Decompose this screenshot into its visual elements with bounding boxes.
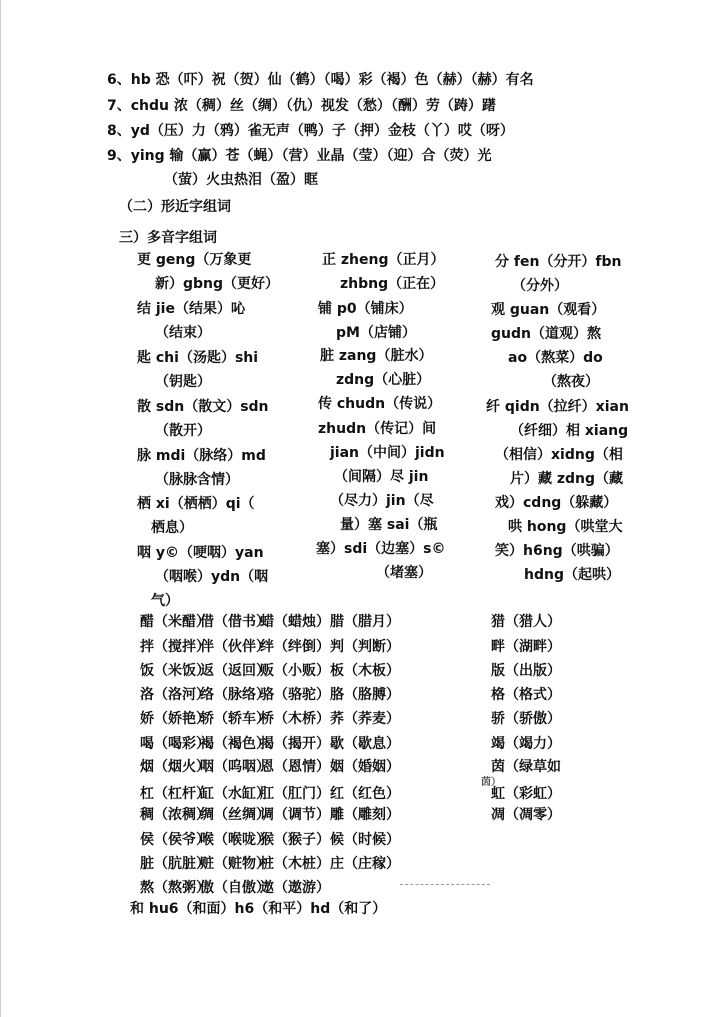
duoyin-col2-line: zdng（心脏） <box>336 372 431 388</box>
xingjin-cell: 借（借书） <box>200 614 270 630</box>
xingjin-cell: 猴（猴子） <box>260 832 330 848</box>
xingjin-cell: 畔（湖畔） <box>491 639 561 655</box>
xingjin-cell: 洛（洛河） <box>140 687 210 703</box>
duoyin-col3-line: （纤细）相 xiang <box>510 423 629 439</box>
xingjin-cell: 绸（丝绸） <box>200 807 270 823</box>
xingjin-cell: 喉（喉咙） <box>200 832 270 848</box>
xingjin-cell: 稠（浓稠） <box>140 807 210 823</box>
duoyin-col2-line: （尽力）jin（尽 <box>330 493 434 509</box>
xingjin-cell: 虹（彩虹） <box>491 786 561 802</box>
xingjin-cell: 喝（喝彩） <box>140 736 210 752</box>
duoyin-col3-line: gudn（道观）熬 <box>491 326 601 342</box>
xingjin-cell: 歇（歇息） <box>330 736 400 752</box>
xingjin-cell: 判（判断） <box>330 639 400 655</box>
duoyin-col2-line: zhudn（传记）间 <box>318 421 437 437</box>
xingjin-cell: 猎（猎人） <box>491 614 561 630</box>
xingjin-cell: 轿（轿车） <box>200 711 270 727</box>
xingjin-cell: 咽（呜咽） <box>200 759 270 775</box>
duoyin-col2-line: （堵塞） <box>376 565 432 581</box>
duoyin-col3-line: ao（熬菜）do <box>508 350 603 366</box>
xingjin-cell: 红（红色） <box>330 786 400 802</box>
xingjin-cell: 板（木板） <box>330 663 400 679</box>
duoyin-col3-line: 分 fen（分开）fbn <box>495 254 622 270</box>
xingjin-cell: 侯（侯爷） <box>140 832 210 848</box>
duoyin-col1-line: （脉脉含情） <box>155 472 239 488</box>
xingjin-cell: 烟（烟火） <box>140 759 210 775</box>
xingjin-cell: 绊（绊倒） <box>260 639 330 655</box>
xingjin-cell: 褐（褐色） <box>200 736 270 752</box>
footer-line: 和 hu6（和面）h6（和平）hd（和了） <box>130 901 387 917</box>
duoyin-col3-line: 哄 hong（哄堂大 <box>508 519 623 535</box>
duoyin-col2-line: 量）塞 sai（瓶 <box>340 517 438 533</box>
xingjin-cell: 蜡（蜡烛） <box>260 614 330 630</box>
duoyin-col1-line: （钥匙） <box>155 374 211 390</box>
duoyin-col3-line: （相信）xidng（相 <box>495 447 623 463</box>
xingjin-cell: 凋（凋零） <box>491 807 561 823</box>
duoyin-col3-line: （熬夜） <box>543 374 599 390</box>
duoyin-col1-line: 结 jie（结果）吣 <box>137 301 245 317</box>
xingjin-cell: 腊（腊月） <box>330 614 400 630</box>
page-left-border <box>0 0 1 1017</box>
xingjin-cell: 调（调节） <box>260 807 330 823</box>
duoyin-col2-line: 正 zheng（正月） <box>322 252 445 268</box>
xingjin-cell: 桥（木桥） <box>260 711 330 727</box>
header-line-9: 9、ying 输（赢）苍（蝇）（营）业晶（莹）（迎）合（荧）光 <box>107 148 492 164</box>
duoyin-col1-line: （结束） <box>155 325 211 341</box>
duoyin-col2-line: pM（店铺） <box>336 325 416 341</box>
duoyin-col1-line: （散开） <box>155 423 211 439</box>
xingjin-cell: 雕（雕刻） <box>330 807 400 823</box>
duoyin-col1-line: 气） <box>151 593 179 609</box>
xingjin-cell: 杠（杠杆） <box>140 786 210 802</box>
xingjin-cell: 伴（伙伴） <box>200 639 270 655</box>
xingjin-cell: 竭（竭力） <box>491 736 561 752</box>
duoyin-col2-line: jian（中间）jidn <box>330 445 445 461</box>
duoyin-col1-line: 新）gbng（更好） <box>155 276 280 292</box>
duoyin-col2-line: 铺 p0（铺床） <box>318 301 413 317</box>
xingjin-cell: 醋（米醋） <box>140 614 210 630</box>
duoyin-col1-line: 更 geng（万象更 <box>137 252 252 268</box>
duoyin-col1-line: 散 sdn（散文）sdn <box>137 399 269 415</box>
xingjin-cell: 荞（荞麦） <box>330 711 400 727</box>
xingjin-cell: 胳（胳膊） <box>330 687 400 703</box>
xingjin-cell: 骆（骆驼） <box>260 687 330 703</box>
duoyin-col2-line: 脏 zang（脏水） <box>320 348 433 364</box>
section-title-xingjin: （二）形近字组词 <box>119 199 231 215</box>
xingjin-cell: 揭（揭开） <box>260 736 330 752</box>
xingjin-cell: 姻（婚姻） <box>330 759 400 775</box>
xingjin-cell: 恩（恩情） <box>260 759 330 775</box>
stray-mark <box>400 884 490 889</box>
xingjin-cell: 版（出版） <box>491 663 561 679</box>
xingjin-cell: 络（脉络） <box>200 687 270 703</box>
duoyin-col2-line: zhbng（正在） <box>340 276 445 292</box>
xingjin-cell: 娇（娇艳） <box>140 711 210 727</box>
xingjin-cell: 熬（熬粥） <box>140 880 210 896</box>
xingjin-cell: 赃（赃物） <box>200 856 270 872</box>
yin-fragment: 茵） <box>481 777 501 788</box>
xingjin-cell: 骄（骄傲） <box>491 711 561 727</box>
duoyin-col1-line: 咽 y©（哽咽）yan <box>137 545 264 561</box>
xingjin-cell: 缸（水缸） <box>200 786 270 802</box>
duoyin-col1-line: 匙 chi（汤匙）shi <box>137 350 259 366</box>
duoyin-col3-line: 片）藏 zdng（藏 <box>510 471 624 487</box>
duoyin-col2-line: （间隔）尽 jin <box>334 469 429 485</box>
xingjin-cell: 遨（遨游） <box>260 880 330 896</box>
duoyin-col3-line: hdng（起哄） <box>524 567 620 583</box>
duoyin-col3-line: 笑）h6ng（哄骗） <box>495 543 619 559</box>
xingjin-cell: 桩（木桩） <box>260 856 330 872</box>
xingjin-cell: 饭（米饭） <box>140 663 210 679</box>
header-line-8: 8、yd（压）力（鸦）雀无声（鸭）子（押）金枝（丫）哎（呀） <box>107 123 514 139</box>
duoyin-col3-line: （分外） <box>512 278 568 294</box>
xingjin-cell: 脏（肮脏） <box>140 856 210 872</box>
xingjin-cell: 庄（庄稼） <box>330 856 400 872</box>
duoyin-col3-line: 纤 qidn（拉纤）xian <box>486 399 629 415</box>
xingjin-cell: 格（格式） <box>491 687 561 703</box>
duoyin-col1-line: 栖 xi（栖栖）qi（ <box>137 496 255 512</box>
duoyin-col2-line: 塞）sdi（边塞）s© <box>316 541 446 557</box>
xingjin-cell: 傲（自傲） <box>200 880 270 896</box>
xingjin-cell: 贩（小贩） <box>260 663 330 679</box>
duoyin-col3-line: 戏）cdng（躲藏） <box>495 495 618 511</box>
header-line-7: 7、chdu 浓（稠）丝（绸）（仇）视发（愁）（酬）劳（踌）躇 <box>107 98 496 114</box>
xingjin-cell: 拌（搅拌） <box>140 639 210 655</box>
header-line-9-cont: （萤）火虫热泪（盈）眶 <box>164 172 318 188</box>
duoyin-col3-line: 观 guan（观看） <box>491 302 606 318</box>
duoyin-col2-line: 传 chudn（传说） <box>318 396 442 412</box>
duoyin-col1-line: 栖息） <box>151 520 193 536</box>
duoyin-col1-line: （咽喉）ydn（咽 <box>155 569 269 585</box>
xingjin-cell: 返（返回） <box>200 663 270 679</box>
section-title-duoyin: 三）多音字组词 <box>119 230 217 246</box>
header-line-6: 6、hb 恐（吓）祝（贺）仙（鹤）（喝）彩（褐）色（赫）（赫）有名 <box>107 72 534 88</box>
xingjin-cell: 茵（绿草如 <box>491 759 561 775</box>
duoyin-col1-line: 脉 mdi（脉络）md <box>137 448 266 464</box>
xingjin-cell: 肛（肛门） <box>260 786 330 802</box>
xingjin-cell: 候（时候） <box>330 832 400 848</box>
